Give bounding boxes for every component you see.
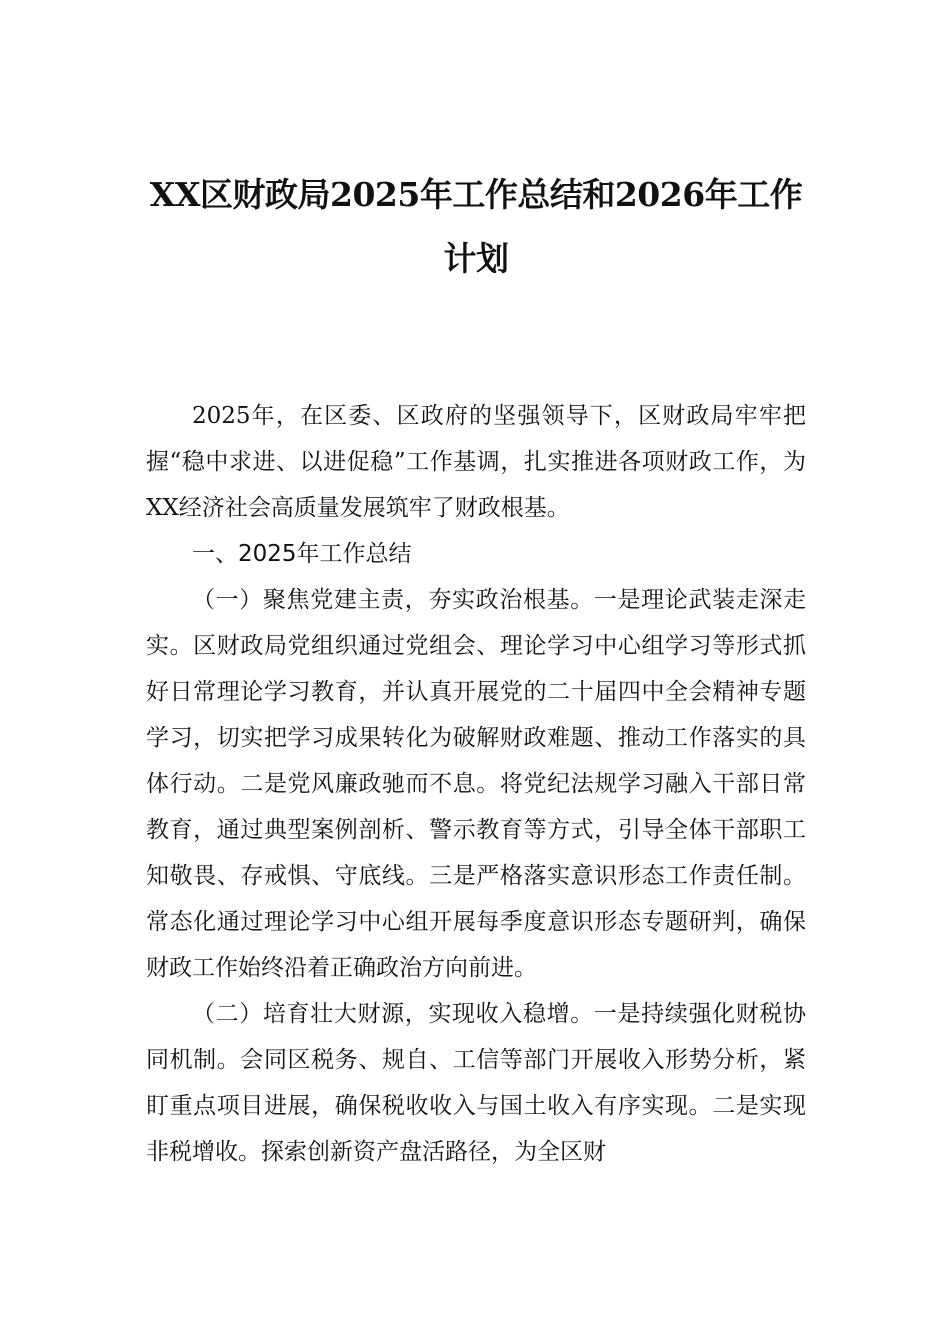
item-paragraph-1 <box>146 577 806 991</box>
document-body <box>146 393 806 1175</box>
item-body-2: 一是持续强化财税协同机制。会同区税务、规自、工信等部门开展收入形势分析，紧盯重点项目进展，确保税收收入与国土收入有序实现。二是实现非税增收。探索创新资产盘活路径，为全区财 <box>146 1001 807 1165</box>
intro-paragraph: 2025年，在区委、区政府的坚强领导下，区财政局牢牢把握“稳中求进、以进促稳”工作基调，扎实推进各项财政工作，为XX经济社会高质量发展筑牢了财政根基。 <box>146 403 806 521</box>
item-body-1: 一是理论武装走深走实。区财政局党组织通过党组会、理论学习中心组学习等形式抓好日常理论学习教育，并认真开展党的二十届四中全会精神专题学习，切实把学习成果转化为破解财政难题、推动工作落实的具体行动。二是党风廉政驰而不息。将党纪法规学习融入干部日常教育，通过典型案例剖析、警示教育等方式，引导全体干部职工知敬畏、存戒惧、守底线。三是严格落实意识形态工作责任制。常态化通过理论学习中心组开展每季度意识形态专题研判，确保财政工作始终沿着正确政治方向前进。 <box>146 587 807 981</box>
document-title: XX区财政局2025年工作总结和2026年工作计划 <box>149 175 803 278</box>
item-heading-2: （二）培育壮大财源，实现收入稳增。 <box>192 1001 594 1027</box>
section-heading: 一、2025年工作总结 <box>192 541 412 567</box>
item-paragraph-2 <box>146 991 806 1175</box>
item-heading-1: （一）聚焦党建主责，夯实政治根基。 <box>192 587 594 613</box>
